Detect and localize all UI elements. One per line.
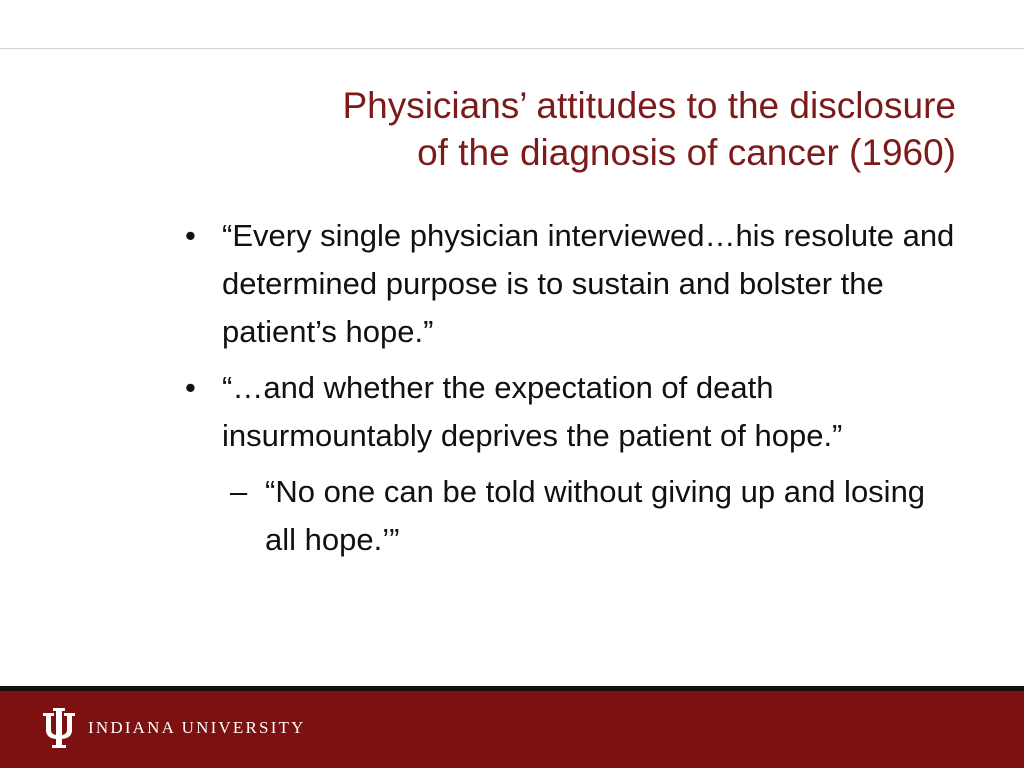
bullet-item	[180, 364, 960, 460]
top-divider	[0, 48, 1024, 49]
bullet-marker: •	[185, 370, 196, 405]
university-name: INDIANA UNIVERSITY	[88, 718, 306, 737]
slide-body	[180, 212, 960, 564]
sub-bullet-marker: –	[230, 474, 248, 509]
bullet-text: “…and whether the expectation of death insurmountably deprives the patient of hope.”	[222, 370, 843, 453]
bullet-marker: •	[185, 218, 196, 253]
sub-bullet-item	[180, 468, 960, 564]
bullet-text: “Every single physician interviewed…his resolute and determined purpose is to sustain and bolster the patient’s hope.”	[222, 218, 955, 349]
sub-bullet-text: “No one can be told without giving up and losing all hope.’”	[265, 474, 926, 557]
iu-trident-icon	[40, 708, 78, 748]
slide-title-line-1: Physicians’ attitudes to the disclosure	[342, 85, 956, 126]
slide-title-line-2: of the diagnosis of cancer (1960)	[417, 132, 956, 173]
bullet-item	[180, 212, 960, 356]
slide-title	[136, 82, 956, 176]
footer-divider	[0, 686, 1024, 691]
